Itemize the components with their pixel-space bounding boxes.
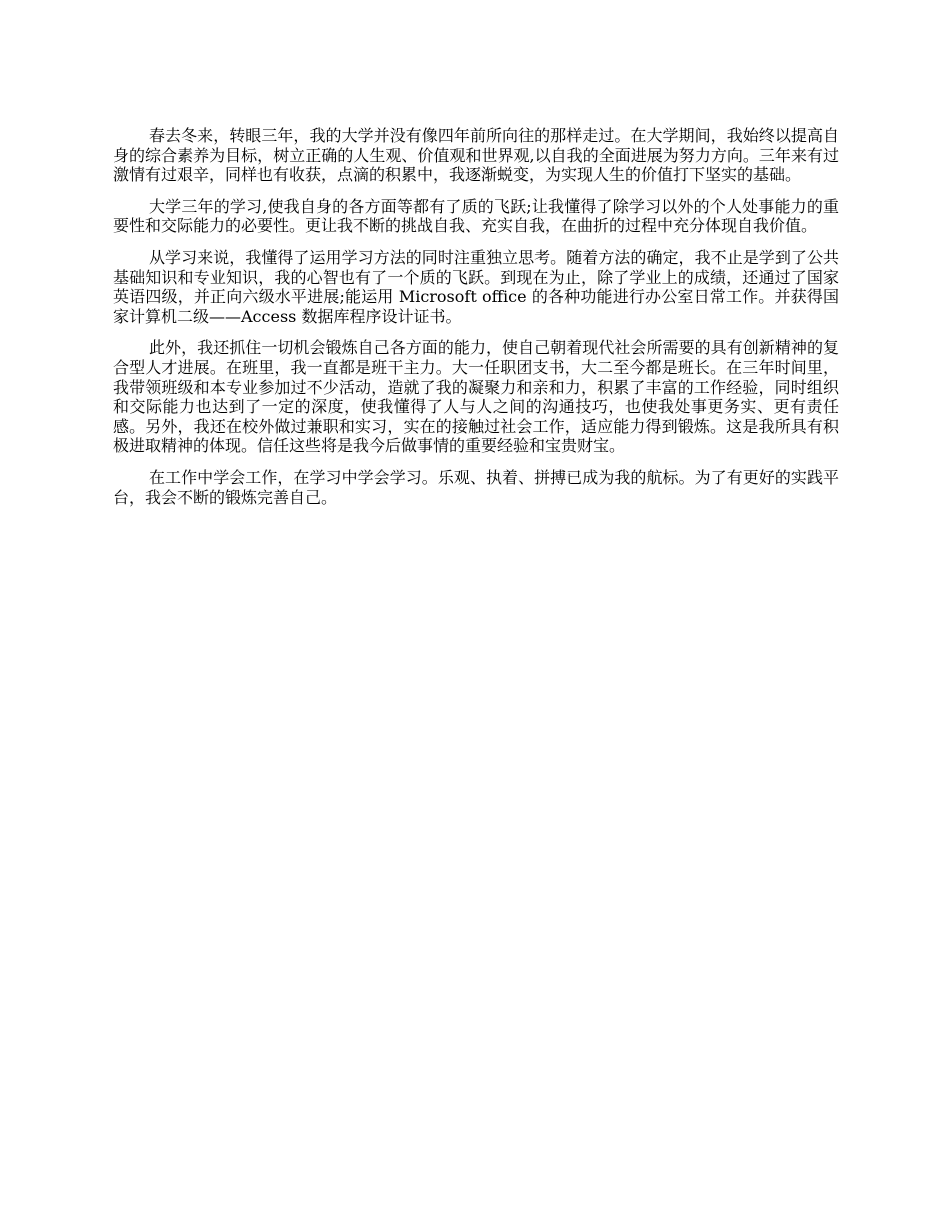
paragraph-2: 大学三年的学习,使我自身的各方面等都有了质的飞跃;让我懂得了除学习以外的个人处事能力的重要性和交际能力的必要性。更让我不断的挑战自我、充实自我，在曲折的过程中充分体现自我价值。 <box>113 196 839 236</box>
paragraph-4: 此外，我还抓住一切机会锻炼自己各方面的能力，使自己朝着现代社会所需要的具有创新精神的复合型人才进展。在班里，我一直都是班干主力。大一任职团支书，大二至今都是班长。在三年时间里，我带领班级和本专业参加过不少活动，造就了我的凝聚力和亲和力，积累了丰富的工作经验，同时组织和交际能力也达到了一定的深度，使我懂得了人与人之间的沟通技巧，也使我处事更务实、更有责任感。另外，我还在校外做过兼职和实习，实在的接触过社会工作，适应能力得到锻炼。这是我所具有积极进取精神的体现。信任这些将是我今后做事情的重要经验和宝贵财宝。 <box>113 338 839 456</box>
paragraph-5: 在工作中学会工作，在学习中学会学习。乐观、执着、拼搏已成为我的航标。为了有更好的实践平台，我会不断的锻炼完善自己。 <box>113 467 839 507</box>
document-body <box>113 126 839 519</box>
paragraph-3: 从学习来说，我懂得了运用学习方法的同时注重独立思考。随着方法的确定，我不止是学到了公共基础知识和专业知识，我的心智也有了一个质的飞跃。到现在为止，除了学业上的成绩，还通过了国家英语四级，并正向六级水平进展;能运用 Microsoft office 的各种功能进行办公室日常工作。并获得国家计算机二级——Access 数据库程序设计证书。 <box>113 247 839 326</box>
paragraph-1: 春去冬来，转眼三年，我的大学并没有像四年前所向往的那样走过。在大学期间，我始终以提高自身的综合素养为目标，树立正确的人生观、价值观和世界观,以自我的全面进展为努力方向。三年来有过激情有过艰辛，同样也有收获，点滴的积累中，我逐渐蜕变，为实现人生的价值打下坚实的基础。 <box>113 126 839 185</box>
